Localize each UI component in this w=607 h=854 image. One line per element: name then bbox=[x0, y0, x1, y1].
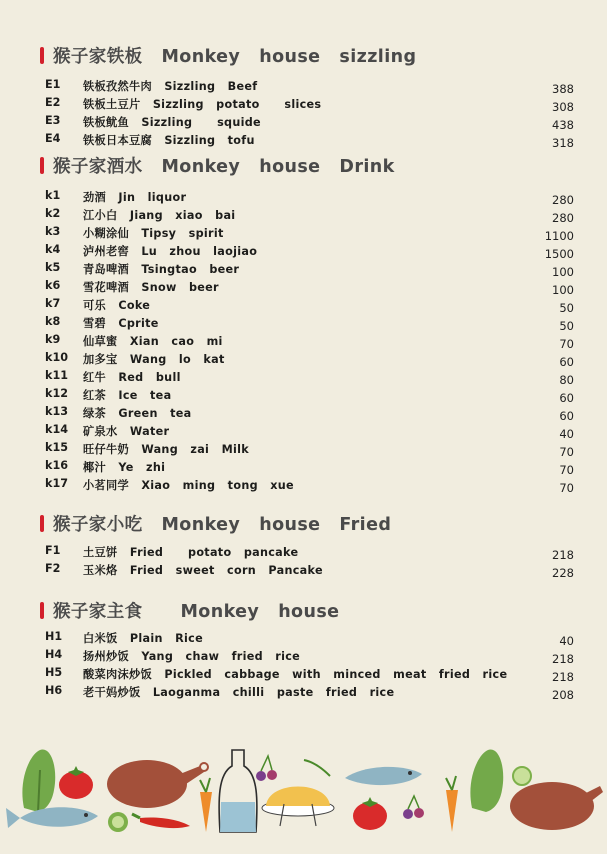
menu-item bbox=[0, 351, 607, 369]
menu-item bbox=[0, 315, 607, 333]
section-marker bbox=[40, 515, 44, 532]
menu-item bbox=[0, 261, 607, 279]
item-price: 50 bbox=[559, 301, 574, 315]
menu-item bbox=[0, 562, 607, 580]
item-name: 青岛啤酒 Tsingtao beer bbox=[83, 263, 240, 276]
menu-item bbox=[0, 648, 607, 666]
fish-icon bbox=[6, 807, 98, 828]
menu-item bbox=[0, 225, 607, 243]
item-name: 玉米烙 Fried sweet corn Pancake bbox=[83, 564, 323, 577]
lettuce-icon bbox=[470, 750, 503, 812]
item-name: 旺仔牛奶 Wang zai Milk bbox=[83, 443, 250, 456]
menu-item bbox=[0, 207, 607, 225]
bottle-icon bbox=[219, 750, 257, 832]
item-code: k8 bbox=[45, 315, 61, 328]
item-name: 小茗同学 Xiao ming tong xue bbox=[83, 479, 294, 492]
item-price: 100 bbox=[552, 265, 574, 279]
section-marker bbox=[40, 157, 44, 174]
roast-chicken-icon bbox=[510, 782, 603, 830]
item-price: 80 bbox=[559, 373, 574, 387]
menu-item bbox=[0, 477, 607, 495]
pie-icon bbox=[262, 787, 334, 827]
item-code: k6 bbox=[45, 279, 61, 292]
item-code: F1 bbox=[45, 544, 61, 557]
item-code: k12 bbox=[45, 387, 69, 400]
menu-item bbox=[0, 297, 607, 315]
item-name: 椰汁 Ye zhi bbox=[83, 461, 166, 474]
item-price: 218 bbox=[552, 652, 574, 666]
item-code: H4 bbox=[45, 648, 63, 661]
item-code: H6 bbox=[45, 684, 63, 697]
carrot-icon bbox=[200, 778, 212, 832]
item-price: 70 bbox=[559, 463, 574, 477]
item-code: k9 bbox=[45, 333, 61, 346]
menu-item bbox=[0, 423, 607, 441]
item-code: E4 bbox=[45, 132, 61, 145]
item-price: 388 bbox=[552, 82, 574, 96]
item-name: 铁板日本豆腐 Sizzling tofu bbox=[83, 134, 255, 147]
item-name: 酸菜肉沫炒饭 Pickled cabbage with minced meat fried rice bbox=[83, 668, 508, 681]
item-code: E2 bbox=[45, 96, 61, 109]
section-title bbox=[40, 512, 391, 534]
item-code: k3 bbox=[45, 225, 61, 238]
menu-item bbox=[0, 544, 607, 562]
menu-item bbox=[0, 78, 607, 96]
section-title bbox=[40, 154, 395, 176]
menu-item bbox=[0, 279, 607, 297]
item-price: 60 bbox=[559, 355, 574, 369]
item-price: 1100 bbox=[544, 229, 574, 243]
menu-item bbox=[0, 684, 607, 702]
item-price: 40 bbox=[559, 427, 574, 441]
carrot-icon bbox=[446, 776, 458, 832]
fish-icon bbox=[345, 767, 422, 785]
item-price: 60 bbox=[559, 409, 574, 423]
lemon-slice-icon bbox=[513, 767, 531, 785]
item-price: 228 bbox=[552, 566, 574, 580]
menu-item bbox=[0, 132, 607, 150]
tomato-icon bbox=[353, 797, 387, 830]
cherry-icon bbox=[403, 796, 424, 819]
item-code: H5 bbox=[45, 666, 63, 679]
item-code: k11 bbox=[45, 369, 69, 382]
menu-item bbox=[0, 405, 607, 423]
menu-item bbox=[0, 630, 607, 648]
item-price: 218 bbox=[552, 670, 574, 684]
item-price: 218 bbox=[552, 548, 574, 562]
item-price: 280 bbox=[552, 193, 574, 207]
item-name: 铁板鱿鱼 Sizzling squide bbox=[83, 116, 261, 129]
section-title bbox=[40, 599, 339, 621]
item-price: 60 bbox=[559, 391, 574, 405]
menu-item bbox=[0, 96, 607, 114]
item-code: H1 bbox=[45, 630, 63, 643]
item-name: 老干妈炒饭 Laoganma chilli paste fried rice bbox=[83, 686, 395, 699]
menu-item bbox=[0, 243, 607, 261]
item-code: k5 bbox=[45, 261, 61, 274]
item-code: E1 bbox=[45, 78, 61, 91]
item-name: 矿泉水 Water bbox=[83, 425, 170, 438]
item-code: k4 bbox=[45, 243, 61, 256]
section-title-text: 猴子家主食 Monkey house bbox=[53, 601, 340, 622]
section-title-text: 猴子家小吃 Monkey house Fried bbox=[53, 514, 392, 535]
item-name: 泸州老窖 Lu zhou laojiao bbox=[83, 245, 258, 258]
item-name: 铁板土豆片 Sizzling potato slices bbox=[83, 98, 322, 111]
item-price: 40 bbox=[559, 634, 574, 648]
lime-icon bbox=[108, 812, 128, 832]
item-name: 加多宝 Wang lo kat bbox=[83, 353, 225, 366]
item-code: k13 bbox=[45, 405, 69, 418]
chili-icon bbox=[132, 814, 190, 828]
item-name: 仙草蜜 Xian cao mi bbox=[83, 335, 223, 348]
item-price: 308 bbox=[552, 100, 574, 114]
item-price: 318 bbox=[552, 136, 574, 150]
item-code: k15 bbox=[45, 441, 69, 454]
item-code: k14 bbox=[45, 423, 69, 436]
item-price: 1500 bbox=[544, 247, 574, 261]
item-name: 雪花啤酒 Snow beer bbox=[83, 281, 219, 294]
menu-item bbox=[0, 666, 607, 684]
item-name: 扬州炒饭 Yang chaw fried rice bbox=[83, 650, 301, 663]
section-title bbox=[40, 44, 416, 66]
cherry-icon bbox=[256, 756, 277, 781]
menu-item bbox=[0, 387, 607, 405]
item-code: k17 bbox=[45, 477, 69, 490]
item-price: 50 bbox=[559, 319, 574, 333]
item-price: 438 bbox=[552, 118, 574, 132]
item-code: k2 bbox=[45, 207, 61, 220]
item-name: 可乐 Coke bbox=[83, 299, 151, 312]
section-title-text: 猴子家酒水 Monkey house Drink bbox=[53, 156, 395, 177]
item-name: 红茶 Ice tea bbox=[83, 389, 172, 402]
item-name: 雪碧 Cprite bbox=[83, 317, 159, 330]
item-name: 劲酒 Jin liquor bbox=[83, 191, 187, 204]
item-name: 白米饭 Plain Rice bbox=[83, 632, 203, 645]
menu-item bbox=[0, 441, 607, 459]
section-marker bbox=[40, 47, 44, 64]
item-code: k1 bbox=[45, 189, 61, 202]
item-price: 70 bbox=[559, 337, 574, 351]
item-name: 江小白 Jiang xiao bai bbox=[83, 209, 236, 222]
section-marker bbox=[40, 602, 44, 619]
menu-item bbox=[0, 333, 607, 351]
lettuce-icon bbox=[22, 750, 55, 812]
section-title-text: 猴子家铁板 Monkey house sizzling bbox=[53, 46, 417, 67]
item-price: 70 bbox=[559, 481, 574, 495]
roast-chicken-icon bbox=[107, 760, 208, 808]
tomato-icon bbox=[59, 766, 93, 799]
item-price: 280 bbox=[552, 211, 574, 225]
item-name: 绿茶 Green tea bbox=[83, 407, 192, 420]
food-illustration bbox=[0, 740, 607, 854]
item-price: 70 bbox=[559, 445, 574, 459]
menu-item bbox=[0, 114, 607, 132]
item-code: k16 bbox=[45, 459, 69, 472]
item-code: E3 bbox=[45, 114, 61, 127]
item-name: 小糊涂仙 Tipsy spirit bbox=[83, 227, 224, 240]
item-code: k7 bbox=[45, 297, 61, 310]
item-code: k10 bbox=[45, 351, 69, 364]
item-price: 100 bbox=[552, 283, 574, 297]
item-name: 红牛 Red bull bbox=[83, 371, 181, 384]
menu-item bbox=[0, 369, 607, 387]
menu-item bbox=[0, 189, 607, 207]
item-code: F2 bbox=[45, 562, 61, 575]
menu-item bbox=[0, 459, 607, 477]
item-price: 208 bbox=[552, 688, 574, 702]
item-name: 铁板孜然牛肉 Sizzling Beef bbox=[83, 80, 258, 93]
herb-icon bbox=[304, 760, 330, 776]
item-name: 土豆饼 Fried potato pancake bbox=[83, 546, 299, 559]
